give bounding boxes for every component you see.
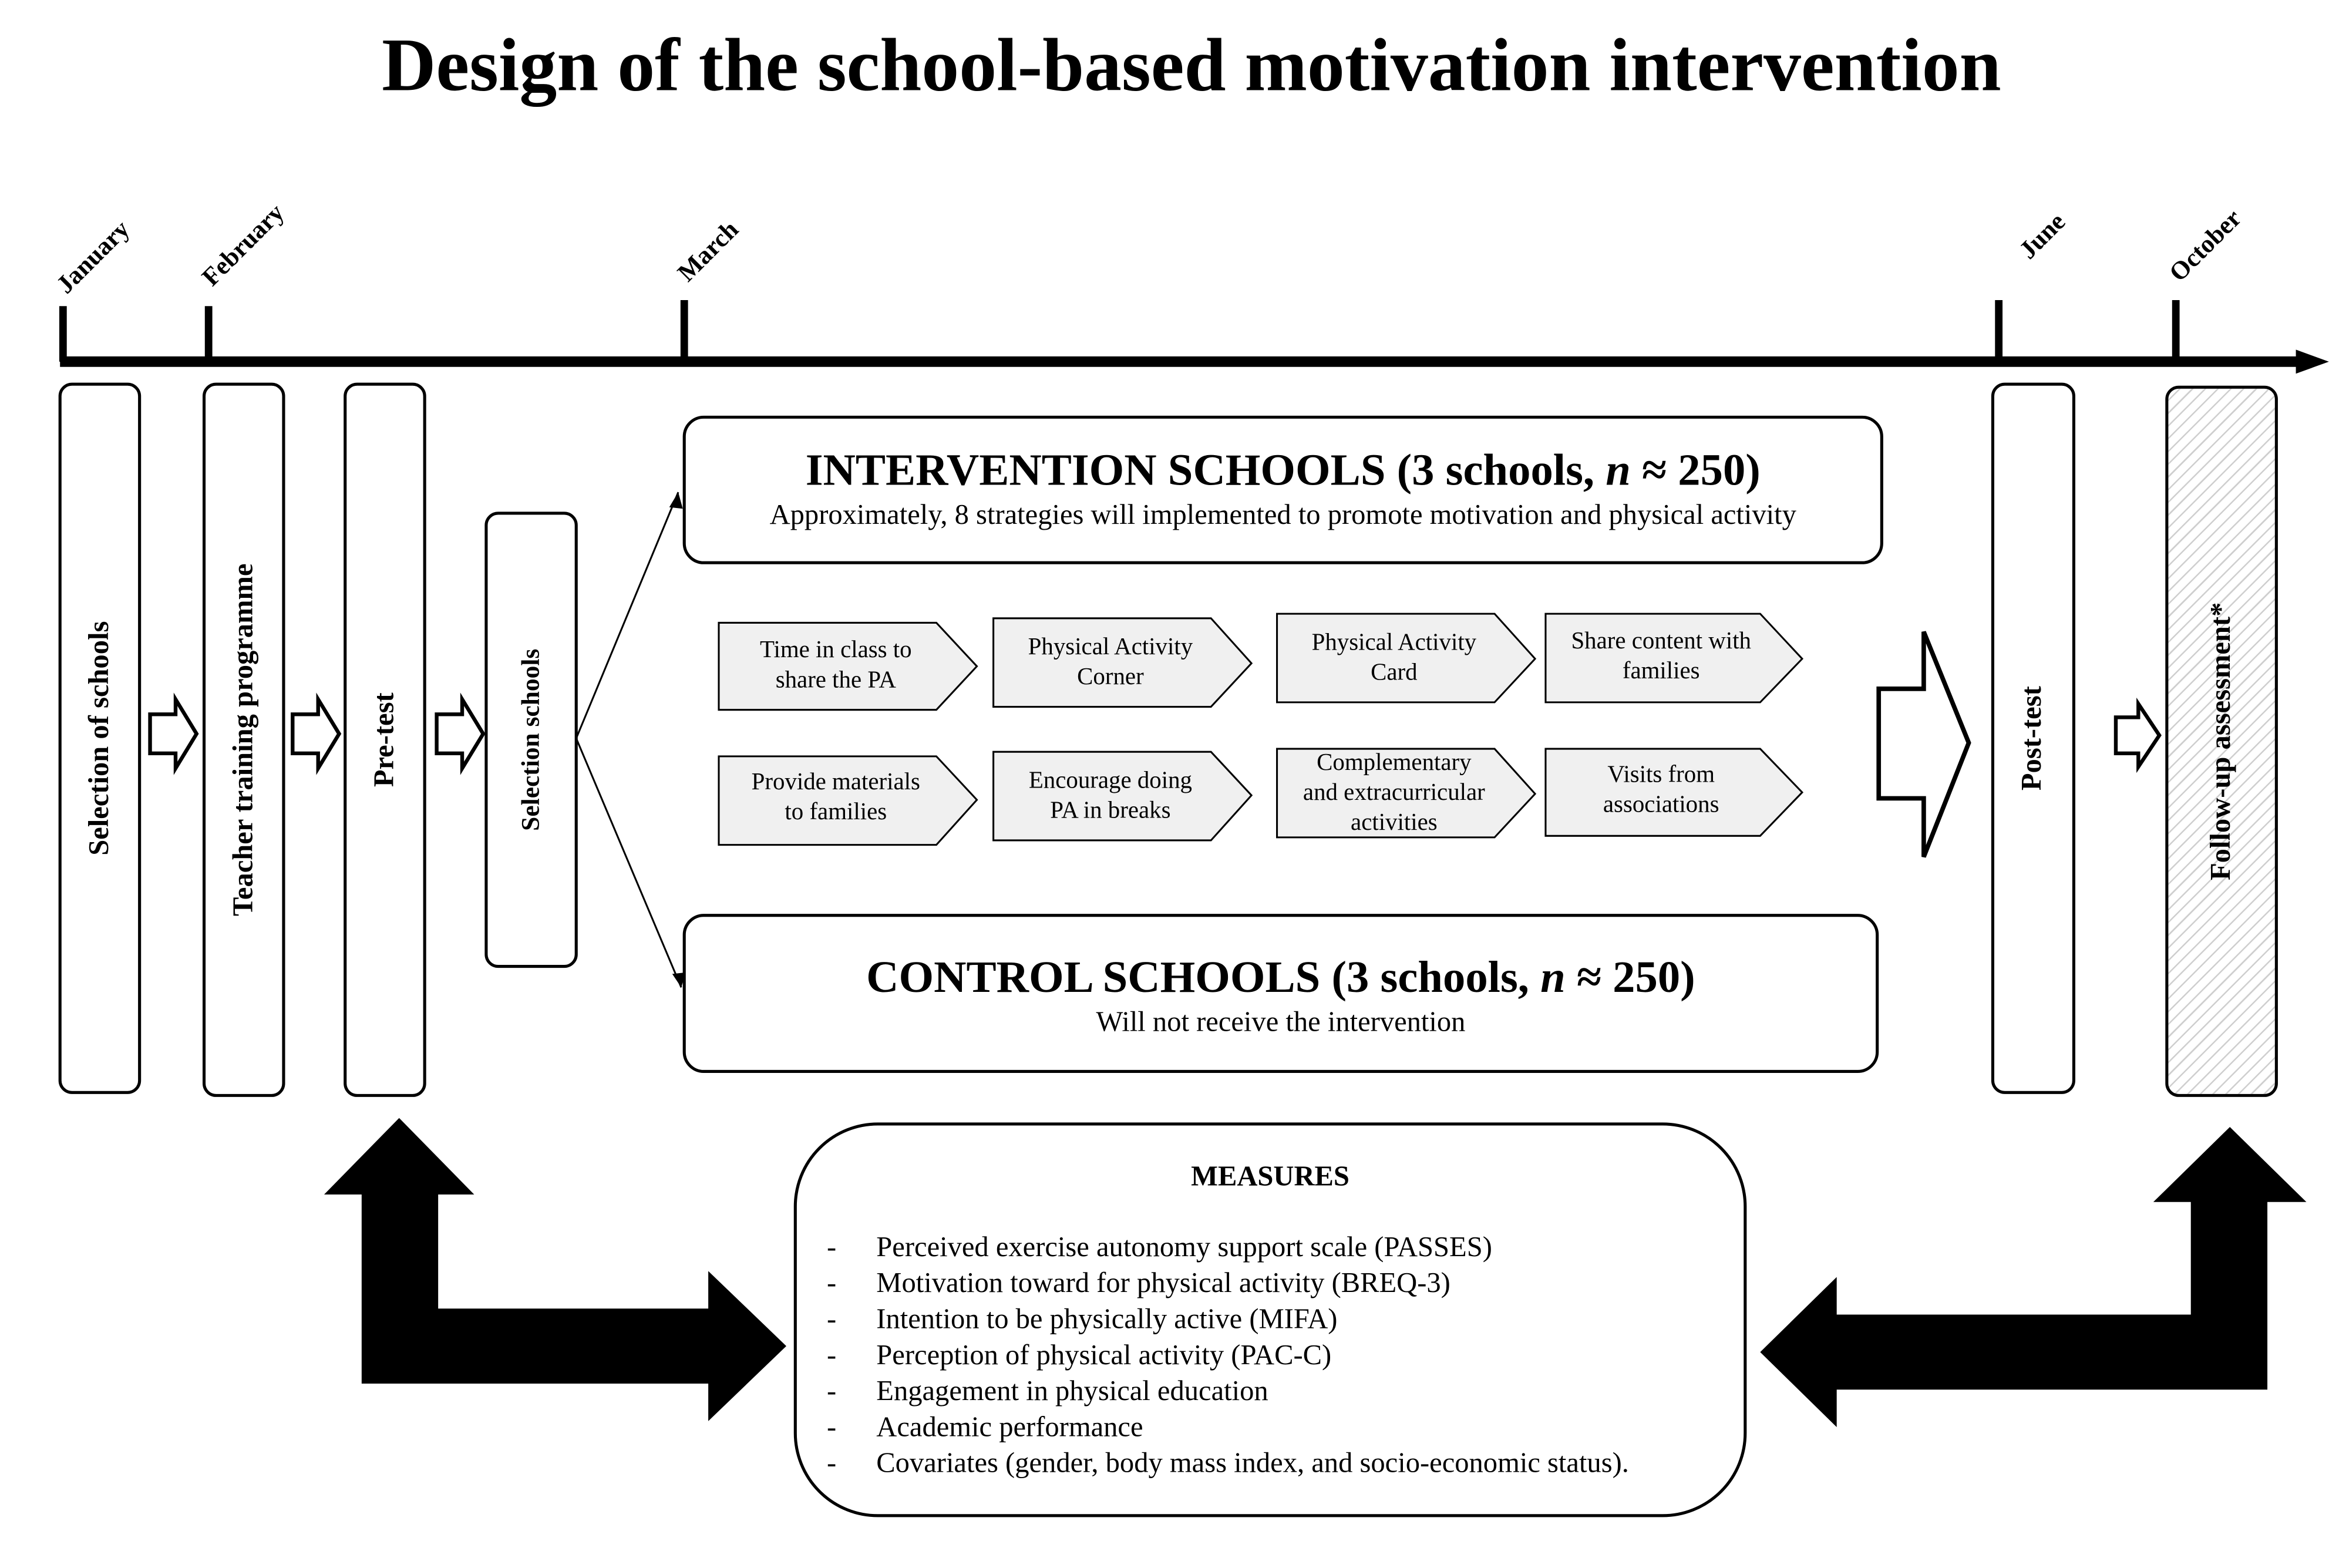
strategy-item: Visits from associations — [1603, 762, 1719, 818]
month-label: January — [51, 214, 136, 300]
thick-arrow-icon — [1760, 1127, 2306, 1427]
measures-list — [827, 1230, 1629, 1482]
control-heading: CONTROL SCHOOLS (3 schools, n ≈ 250) — [866, 953, 1695, 1002]
strategy-item: Share content with families — [1571, 628, 1751, 685]
big-arrow-right-icon — [1879, 632, 1968, 857]
arrow-right-icon — [2116, 704, 2159, 766]
month-label: June — [2013, 207, 2071, 265]
measure-item: - Perception of physical activity (PAC-C) — [826, 1340, 1332, 1372]
arrow-right-icon — [437, 699, 483, 769]
intervention-heading: INTERVENTION SCHOOLS (3 schools, n ≈ 250) — [805, 445, 1761, 496]
intervention-description: Approximately, 8 strategies will implemented to promote motivation and physical activity — [769, 499, 1796, 531]
timeline-arrowhead — [2296, 349, 2329, 374]
phase-label: Follow-up assessment* — [2205, 602, 2237, 881]
strategy-item: Encourage doing PA in breaks — [1028, 768, 1192, 824]
measure-item: - Perceived exercise autonomy support scale (PASSES) — [826, 1231, 1492, 1264]
measures-box — [794, 1122, 1747, 1517]
phase-pre-test — [344, 383, 426, 1097]
strategy-item: Complementary and extracurricular activities — [1303, 750, 1485, 836]
branch-line-control — [576, 738, 681, 987]
phase-label: Pre-test — [368, 692, 400, 788]
measure-item: - Academic performance — [826, 1412, 1143, 1444]
measure-item: - Motivation toward for physical activity (BREQ-3) — [826, 1268, 1450, 1300]
phase-selection-schools — [484, 512, 577, 968]
strategy-item: Time in class to share the PA — [759, 638, 912, 694]
month-label: October — [2163, 203, 2247, 287]
phase-label: Selection of schools — [83, 621, 115, 856]
month-label: March — [672, 215, 744, 287]
phase-teacher-training — [203, 383, 285, 1097]
measure-item: - Engagement in physical education — [826, 1376, 1268, 1408]
phase-label: Selection schools — [516, 648, 545, 831]
measures-title: MEASURES — [1191, 1161, 1349, 1193]
phase-label: Post-test — [2017, 686, 2048, 791]
intervention-schools-box — [683, 416, 1883, 564]
phase-post-test — [1991, 383, 2075, 1094]
strategy-item: Provide materials to families — [751, 769, 920, 826]
month-label: February — [196, 198, 290, 292]
phase-label: Teacher training programme — [227, 563, 259, 917]
thick-arrow-icon — [324, 1118, 786, 1421]
arrow-right-icon — [292, 699, 339, 769]
phase-follow-up — [2165, 386, 2278, 1097]
control-schools-box — [683, 914, 1879, 1073]
strategy-item: Physical Activity Card — [1311, 630, 1477, 686]
diagram-title: Design of the school-based motivation intervention — [382, 22, 2001, 107]
measure-item: - Intention to be physically active (MIFA) — [826, 1304, 1338, 1336]
arrow-right-icon — [150, 699, 197, 769]
branch-line-intervention — [576, 492, 678, 738]
strategy-item: Physical Activity Corner — [1028, 634, 1193, 691]
phase-selection-of-schools — [59, 383, 142, 1094]
control-description: Will not receive the intervention — [1096, 1007, 1466, 1039]
measure-item: - Covariates (gender, body mass index, and socio-economic status). — [826, 1448, 1629, 1480]
